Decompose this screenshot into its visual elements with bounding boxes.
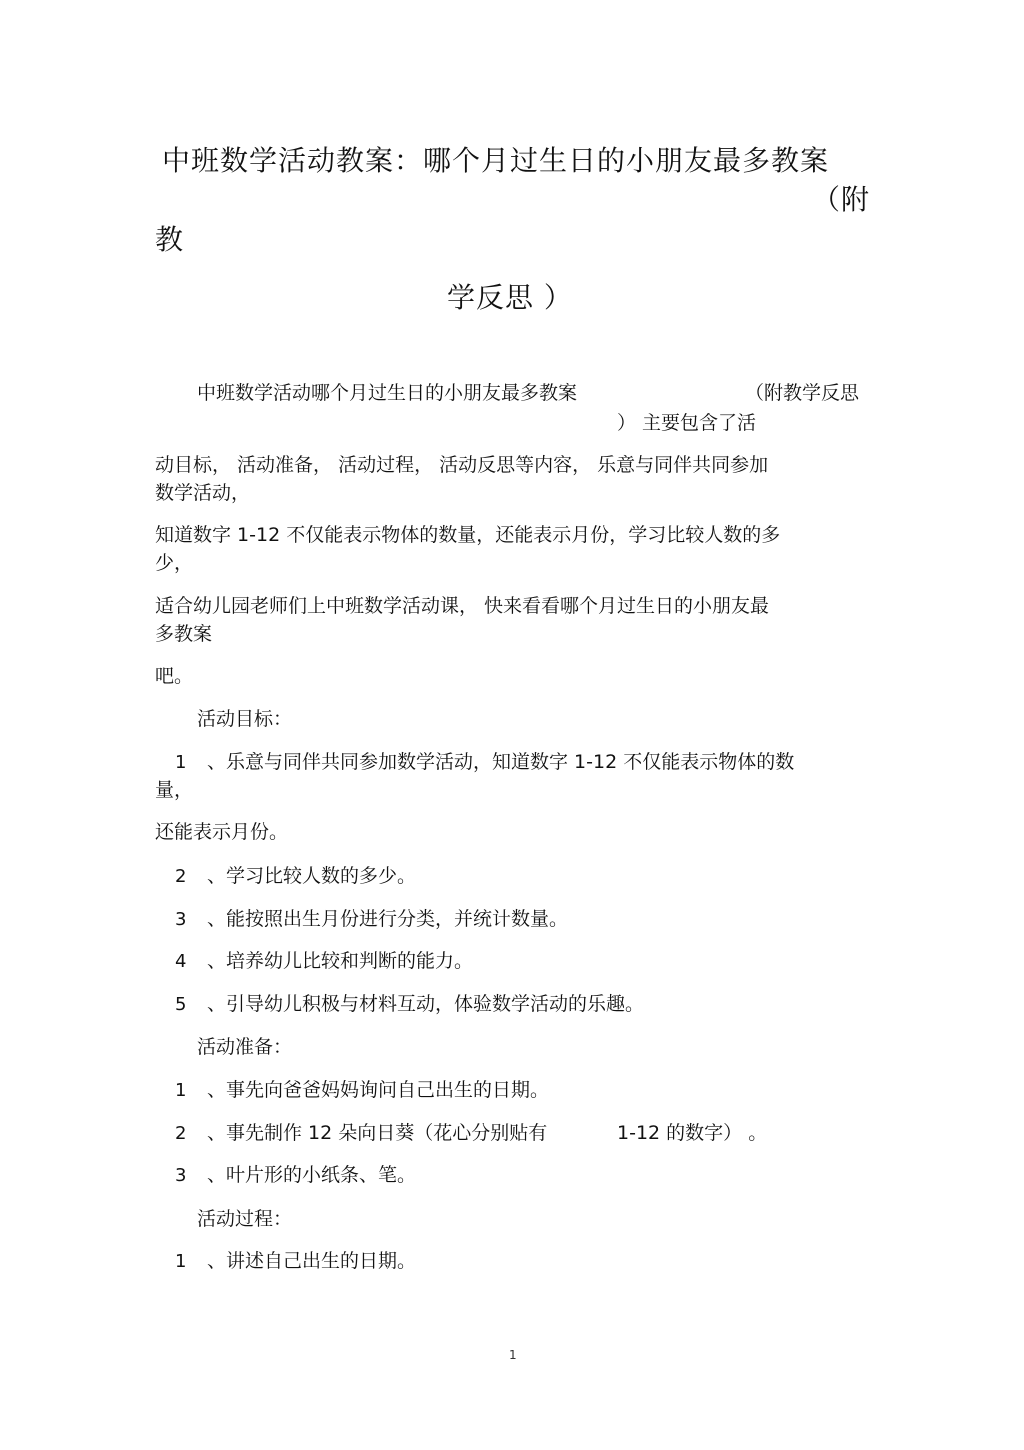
- intro-line-5: 知道数字 1-12 不仅能表示物体的数量，还能表示月份，学习比较人数的多: [155, 524, 781, 546]
- intro-line-1b: （附教学反思: [745, 382, 860, 404]
- intro-line-3: 动目标， 活动准备， 活动过程， 活动反思等内容， 乐意与同伴共同参加: [155, 454, 769, 476]
- prep-1-text: 、事先向爸爸妈妈询问自己出生的日期。: [207, 1079, 550, 1101]
- process-heading: 活动过程：: [197, 1208, 293, 1230]
- doc-title-line-2: （附: [812, 183, 871, 216]
- prep-2-number: 2: [175, 1123, 187, 1144]
- goal-4-text: 、培养幼儿比较和判断的能力。: [207, 950, 474, 972]
- intro-line-9: 吧。: [155, 665, 194, 687]
- prep-3-number: 3: [175, 1165, 187, 1186]
- intro-line-7: 适合幼儿园老师们上中班数学活动课， 快来看看哪个月过生日的小朋友最: [155, 595, 770, 617]
- prep-heading: 活动准备：: [197, 1036, 293, 1058]
- goal-1-continuation-2: 还能表示月份。: [155, 821, 289, 843]
- goal-1-text: 、乐意与同伴共同参加数学活动，知道数字 1-12 不仅能表示物体的数: [207, 751, 795, 773]
- doc-title-line-1: 中班数学活动教案：哪个月过生日的小朋友最多教案: [162, 144, 830, 177]
- goal-5-number: 5: [175, 994, 187, 1015]
- goal-1-number: 1: [175, 752, 187, 773]
- goal-4-number: 4: [175, 951, 187, 972]
- goal-2-text: 、学习比较人数的多少。: [207, 865, 417, 887]
- prep-2-tail: 1-12 的数字） 。: [617, 1122, 768, 1144]
- prep-1-number: 1: [175, 1080, 187, 1101]
- prep-2-text: 、事先制作 12 朵向日葵（花心分别贴有: [207, 1122, 548, 1144]
- goal-5-text: 、引导幼儿积极与材料互动，体验数学活动的乐趣。: [207, 993, 645, 1015]
- intro-line-6: 少，: [155, 552, 194, 574]
- goal-2-number: 2: [175, 866, 187, 887]
- doc-title-line-4: 学反思 ）: [447, 281, 573, 314]
- prep-3-text: 、叶片形的小纸条、笔。: [207, 1164, 417, 1186]
- doc-title-line-3: 教: [155, 223, 185, 256]
- intro-line-2: ） 主要包含了活: [617, 412, 757, 434]
- process-1-number: 1: [175, 1251, 187, 1272]
- goal-1-continuation-1: 量，: [155, 779, 194, 801]
- goals-heading: 活动目标：: [197, 708, 293, 730]
- goal-3-text: 、能按照出生月份进行分类，并统计数量。: [207, 908, 569, 930]
- goal-3-number: 3: [175, 909, 187, 930]
- intro-line-4: 数学活动，: [155, 482, 251, 504]
- page-number: 1: [509, 1348, 517, 1362]
- intro-line-8: 多教案: [155, 623, 213, 645]
- process-1-text: 、讲述自己出生的日期。: [207, 1250, 417, 1272]
- intro-line-1a: 中班数学活动哪个月过生日的小朋友最多教案: [197, 382, 578, 404]
